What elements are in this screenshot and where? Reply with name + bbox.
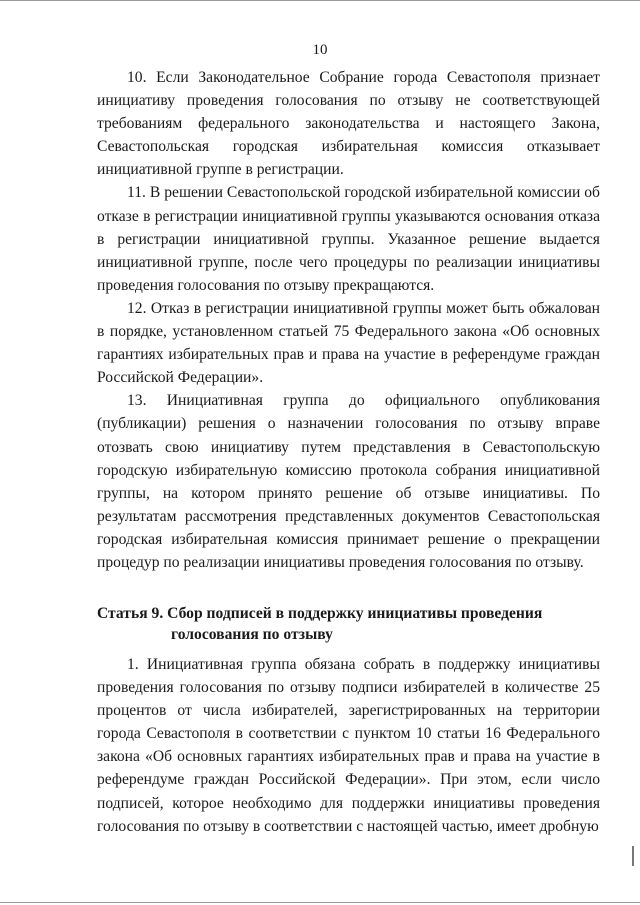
article-heading-line2: голосования по отзыву (171, 626, 333, 643)
document-body (97, 66, 600, 574)
paragraph-13: 13. Инициативная группа до официального опубликования (публикации) решения о назначении голосования по отзыву вправе отозвать свою инициативу путем представления в Севастопольскую городскую избирательную комиссию протокола собрания инициативной группы, на котором принято решение об отзыве инициативы. По результатам рассмотрения представленных документов Севастопольская городская избирательная комиссия принимает решение о прекращении процедур по реализации инициативы проведения голосования по отзыву. (97, 392, 600, 571)
paragraph-12: 12. Отказ в регистрации инициативной группы может быть обжалован в порядке, установленном статьей 75 Федерального закона «Об основных гарантиях избирательных прав и права на участие в референдуме граждан Российской Федерации». (97, 299, 600, 387)
paragraph-10: 10. Если Законодательное Собрание города Севастополя признает инициативу проведения голосования по отзыву не соответствующей требованиям федерального законодательства и настоящего Закона, Севастопольская городская избирательная комиссия отказывает инициативной группе в регистрации. (97, 69, 600, 179)
page-bottom-edge (0, 902, 640, 903)
scan-mark (632, 846, 634, 866)
page-number: 10 (312, 42, 328, 58)
article-heading-line1: Статья 9. Сбор подписей в поддержку инициативы проведения (97, 605, 543, 622)
page-top-edge (0, 0, 640, 1)
article-body (97, 653, 600, 838)
paragraph-11: 11. В решении Севастопольской городской избирательной комиссии об отказе в регистрации инициативной группы указываются основания отказа в регистрации инициативной группы. Указанное решение выдается инициативной группе, после чего процедуры по реализации инициативы проведения голосования по отзыву прекращаются. (97, 184, 600, 294)
article-paragraph-1: 1. Инициативная группа обязана собрать в поддержку инициативы проведения голосования по отзыву подписи избирателей в количестве 25 процентов от числа избирателей, зарегистрированных на территории города Севастополя в соответствии с пунктом 10 статьи 16 Федерального закона «Об основных гарантиях избирательных прав и права на участие в референдуме граждан Российской Федерации». При этом, если число подписей, которое необходимо для поддержки инициативы проведения голосования по отзыву в соответствии с настоящей частью, имеет дробную (97, 656, 600, 835)
article-heading (97, 603, 600, 645)
